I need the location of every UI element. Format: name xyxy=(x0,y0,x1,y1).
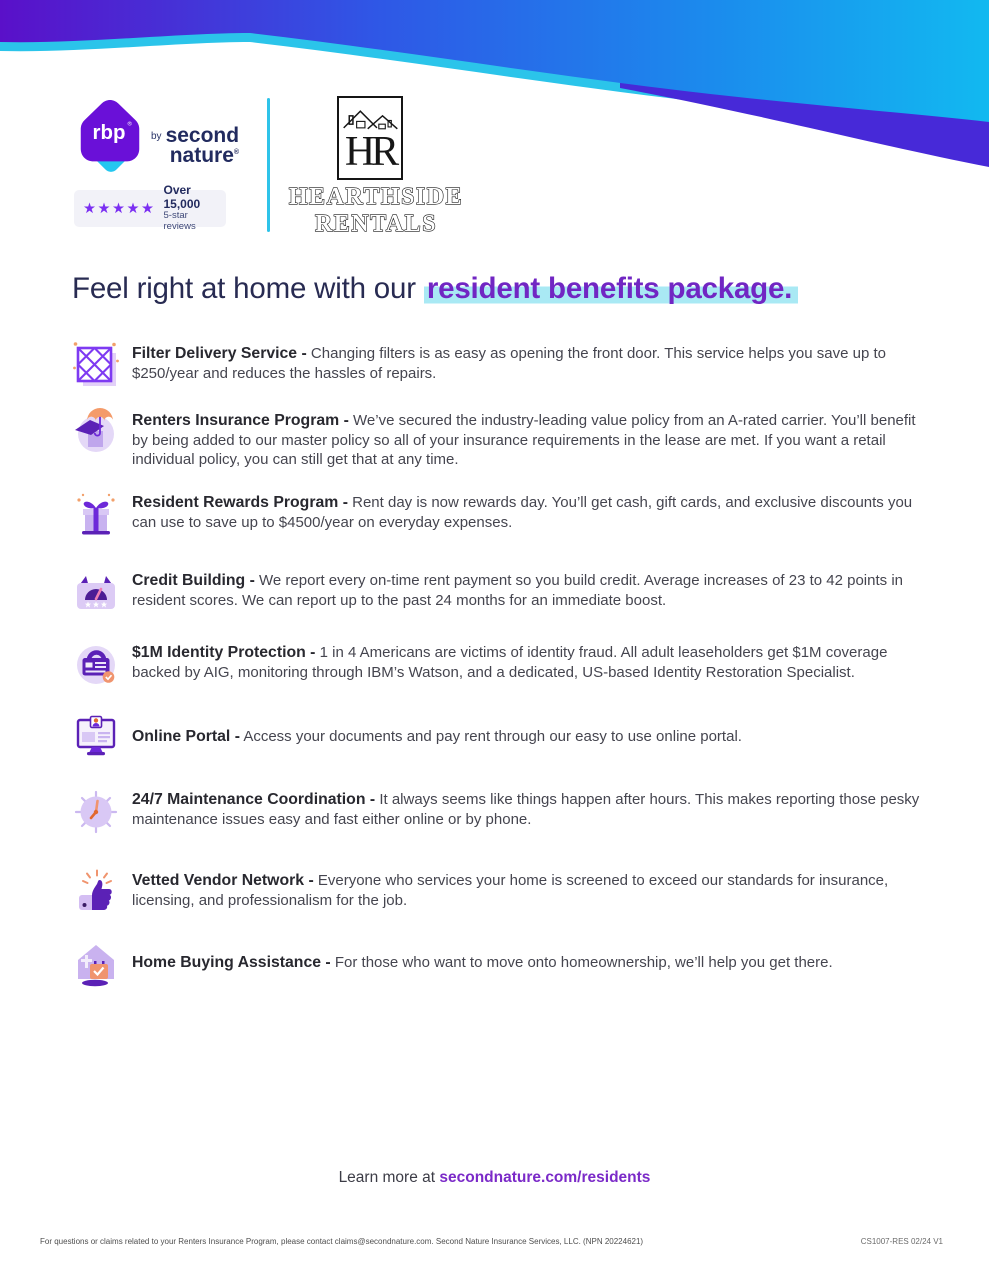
thumbs-up-icon xyxy=(70,865,122,917)
benefit-description: We’ve secured the industry-leading value policy from an A-rated carrier. You’ll benefit by being added to our master policy so all of your insurance requirements in the lease are met. If you want a retail individual policy, you can still get that at any time. xyxy=(132,412,916,468)
benefit-title: Vetted Vendor Network - xyxy=(132,872,314,889)
benefit-title: Online Portal - xyxy=(132,728,240,745)
benefit-row-resident-rewards xyxy=(70,493,922,539)
learn-more-prefix: Learn more at xyxy=(338,1169,436,1186)
learn-more-link[interactable]: secondnature.com/residents xyxy=(439,1169,651,1186)
benefit-row-home-buying xyxy=(70,953,922,988)
benefit-title: Home Buying Assistance - xyxy=(132,954,331,971)
brand-line-nature: nature xyxy=(169,143,234,167)
benefit-row-online-portal xyxy=(70,727,922,762)
umbrella-house-icon xyxy=(70,405,122,457)
rbp-logo-lockup xyxy=(78,98,239,176)
rooftops-icon xyxy=(340,98,401,130)
partner-name-line1: HEARTHSIDE xyxy=(288,184,464,210)
rbp-logo-icon xyxy=(78,98,142,176)
benefit-row-maintenance xyxy=(70,790,922,836)
reviews-badge xyxy=(74,182,226,233)
insurance-disclaimer: For questions or claims related to your Renters Insurance Program, please contact claims@secondnature.com. Second Nature Insurance Services, LLC. (NPN 20224621) xyxy=(40,1237,644,1246)
page-title xyxy=(72,272,798,306)
partner-logo xyxy=(286,96,464,243)
benefit-row-credit-building xyxy=(70,571,922,617)
benefit-title: Filter Delivery Service - xyxy=(132,345,307,362)
benefit-row-filter-delivery xyxy=(70,344,922,390)
partner-name xyxy=(286,184,466,238)
benefit-title: Resident Rewards Program - xyxy=(132,494,348,511)
online-portal-icon xyxy=(70,710,122,762)
gift-icon xyxy=(70,487,122,539)
second-nature-wordmark xyxy=(151,98,239,176)
benefit-row-renters-insurance xyxy=(70,411,922,470)
reviews-label: 5-star reviews xyxy=(163,210,196,233)
brand-trademark: ® xyxy=(233,148,240,156)
benefit-description: We report every on-time rent payment so you build credit. Average increases of 23 to 42 points in resident scores. We can report up to the past 24 months for an immediate boost. xyxy=(132,572,903,609)
document-code: CS1007-RES 02/24 V1 xyxy=(860,1237,943,1246)
benefit-description: For those who want to move onto homeownership, we’ll help you get there. xyxy=(334,954,833,971)
brand-line-second: second xyxy=(165,124,240,147)
headline-prefix: Feel right at home with our xyxy=(72,272,416,305)
hr-monogram: HR xyxy=(344,129,396,175)
id-lock-icon xyxy=(70,637,122,689)
rbp-trademark: ® xyxy=(127,121,132,128)
reviews-count: Over 15,000 xyxy=(163,182,201,211)
benefit-description: Rent day is now rewards day. You’ll get cash, gift cards, and exclusive discounts you can use to save up to $4500/year on everyday expenses. xyxy=(132,494,913,531)
benefit-title: Renters Insurance Program - xyxy=(132,412,349,429)
hr-monogram-box xyxy=(337,96,403,180)
by-label: by xyxy=(151,131,162,142)
logo-divider xyxy=(267,98,270,232)
five-stars-icon: ★★★★★ xyxy=(83,200,156,217)
credit-gauge-icon xyxy=(70,565,122,617)
benefit-description: It always seems like things happen after hours. This makes reporting those pesky maintenance issues easy and fast either online or by phone. xyxy=(132,791,920,828)
headline-highlight: resident benefits package. xyxy=(424,272,798,305)
benefit-title: 24/7 Maintenance Coordination - xyxy=(132,791,376,808)
learn-more xyxy=(0,1169,989,1187)
clock-icon xyxy=(70,784,122,836)
benefit-title: $1M Identity Protection - xyxy=(132,644,316,661)
house-check-icon xyxy=(70,936,122,988)
benefit-description: Changing filters is as easy as opening the front door. This service helps you save up to $250/year and reduces the hassles of repairs. xyxy=(132,345,886,382)
benefit-row-vendor-network xyxy=(70,871,922,917)
partner-name-line2: RENTALS xyxy=(314,211,438,237)
rbp-logo-text: rbp xyxy=(92,120,126,144)
benefit-description: Access your documents and pay rent through our easy to use online portal. xyxy=(243,728,742,745)
benefit-description: Everyone who services your home is screened to exceed our standards for insurance, licensing, and professionalism for the job. xyxy=(132,872,889,909)
benefit-title: Credit Building - xyxy=(132,572,255,589)
benefit-row-identity-protection xyxy=(70,643,922,689)
filter-icon xyxy=(70,338,122,390)
benefit-description: 1 in 4 Americans are victims of identity fraud. All adult leaseholders get $1M coverage backed by AIG, monitoring through IBM’s Watson, and a dedicated, US-based Identity Restoration Specialist. xyxy=(132,644,888,681)
